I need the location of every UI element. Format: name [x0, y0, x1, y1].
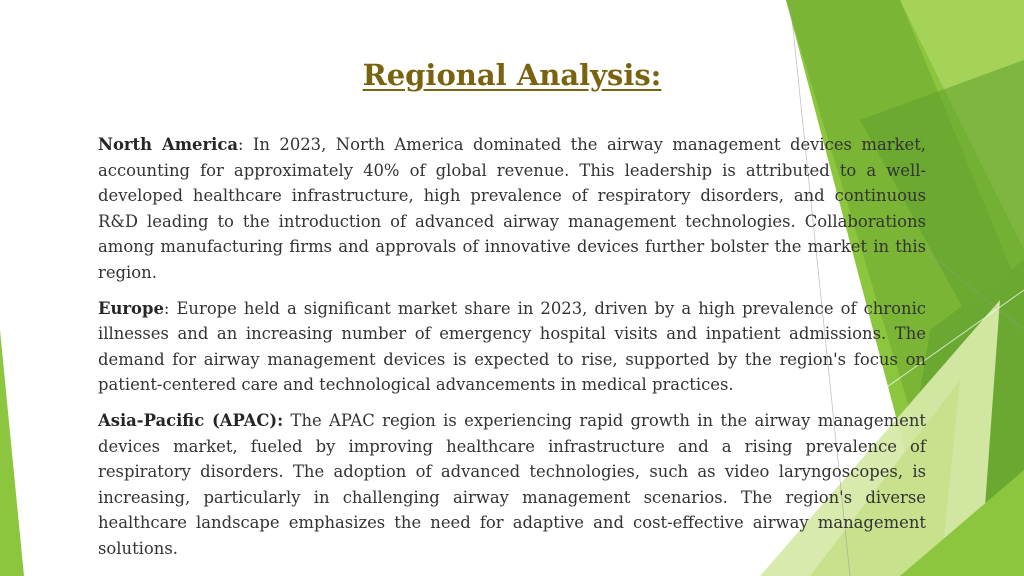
region-heading: Asia-Pacific (APAC):	[98, 410, 284, 430]
region-text: The APAC region is experiencing rapid growth in the airway management devices market, fueled by improving healthcare infrastructure and a rising prevalence of respiratory disorders. The adoption of advanced technologies, such as video laryngoscopes, is increasing, particularly in challenging airway management scenarios. The region's diverse healthcare landscape emphasizes the need for adaptive and cost-effective airway management solutions.	[98, 410, 926, 558]
region-heading: Europe	[98, 298, 164, 318]
heading-separator: :	[237, 135, 244, 154]
region-heading: North America	[98, 135, 238, 154]
section-apac	[98, 408, 926, 562]
region-text: Europe held a significant market share in 2023, driven by a high prevalence of chronic illnesses and an increasing number of emergency hospital visits and inpatient admissions. The demand for airway management devices is expected to rise, supported by the region's focus on patient-centered care and technological advancements in medical practices.	[98, 298, 926, 395]
section-north-america	[98, 132, 926, 286]
section-europe	[98, 296, 926, 398]
heading-separator: :	[163, 298, 170, 318]
region-text: In 2023, North America dominated the airway management devices market, accounting for approximately 40% of global revenue. This leadership is attributed to a well-developed healthcare infrastructure, high prevalence of respiratory disorders, and continuous R&D leading to the introduction of advanced airway management technologies. Collaborations among manufacturing firms and approvals of innovative devices further bolster the market in this region.	[98, 135, 926, 282]
slide-title: Regional Analysis:	[362, 58, 662, 92]
regional-analysis-body	[98, 132, 926, 572]
